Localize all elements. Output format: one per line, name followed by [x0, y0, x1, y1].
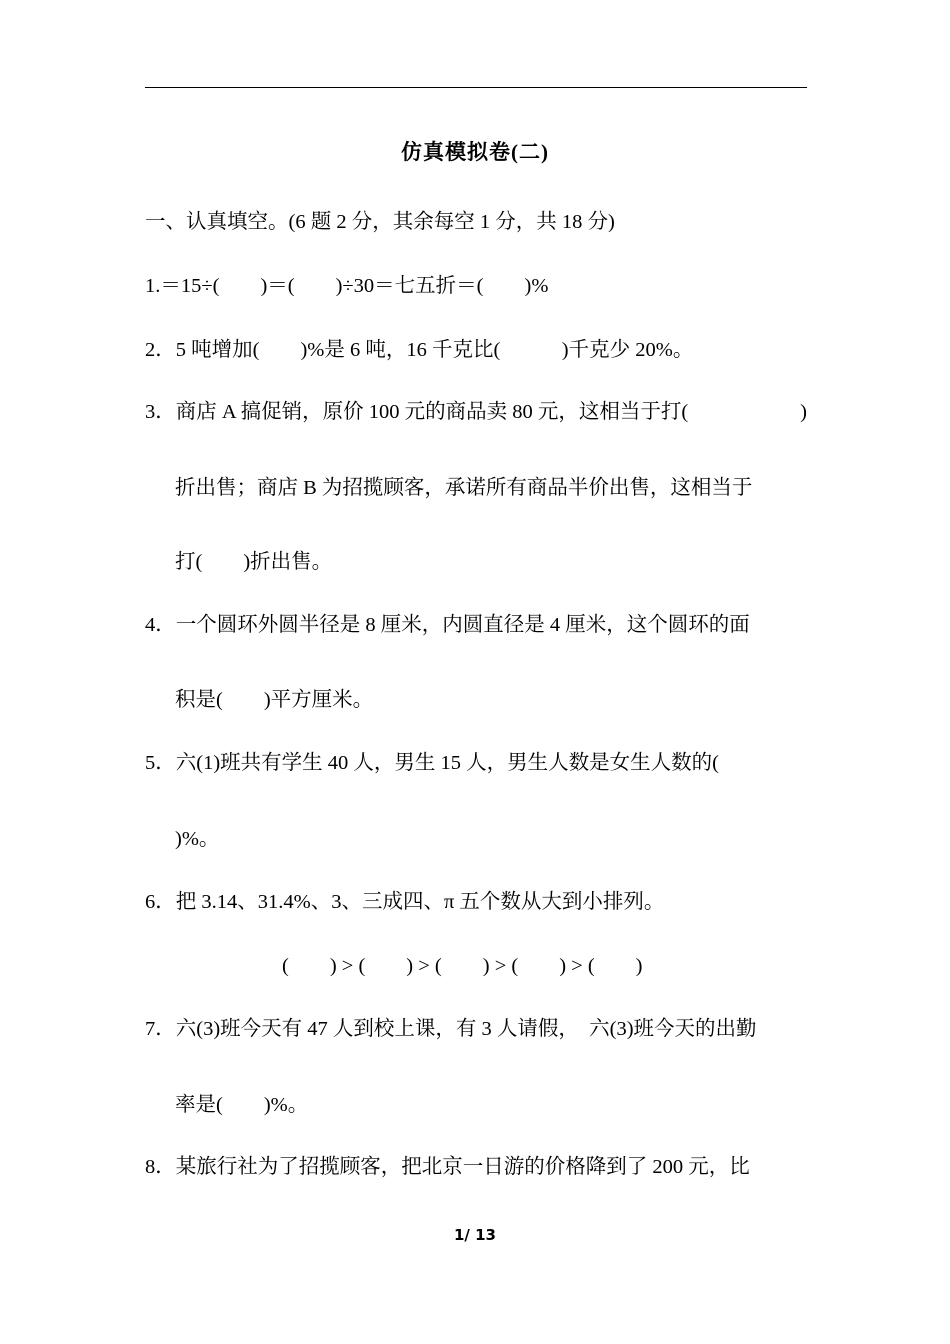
question-7-line-2: 率是( )%。 — [175, 1094, 309, 1116]
question-7-line-1: 7．六(3)班今天有 47 人到校上课，有 3 人请假， 六(3)班今天的出勤 — [145, 1018, 757, 1040]
question-2: 2．5 吨增加( )%是 6 吨，16 千克比( )千克少 20%。 — [145, 339, 694, 361]
section-heading: 一、认真填空。(6 题 2 分，其余每空 1 分，共 18 分) — [145, 211, 615, 233]
page-title: 仿真模拟卷(二) — [401, 140, 549, 164]
question-5-line-1: 5．六(1)班共有学生 40 人，男生 15 人，男生人数是女生人数的( — [145, 752, 719, 774]
question-6-line-1: 6．把 3.14、31.4%、3、三成四、π 五个数从大到小排列。 — [145, 891, 665, 913]
question-6-blanks: ( ) > ( ) > ( ) > ( ) > ( ) — [282, 955, 643, 977]
question-8-line-1: 8．某旅行社为了招揽顾客，把北京一日游的价格降到了 200 元，比 — [145, 1156, 750, 1178]
question-1: 1.＝15÷( )＝( )÷30＝七五折＝( )% — [145, 275, 549, 297]
page-number: 1/ 13 — [453, 1226, 496, 1244]
question-4-line-1: 4．一个圆环外圆半径是 8 厘米，内圆直径是 4 厘米，这个圆环的面 — [145, 614, 750, 636]
question-5-line-2: )%。 — [175, 828, 220, 850]
question-3-bracket: ) — [800, 401, 807, 423]
question-3-line-2: 折出售；商店 B 为招揽顾客，承诺所有商品半价出售，这相当于 — [175, 477, 753, 499]
question-4-line-2: 积是( )平方厘米。 — [175, 689, 374, 711]
header-rule — [145, 87, 807, 88]
question-3-line-1 — [145, 398, 807, 426]
question-3-text: 3．商店 A 搞促销，原价 100 元的商品卖 80 元，这相当于打( — [145, 401, 689, 423]
question-3-line-3: 打( )折出售。 — [175, 551, 333, 573]
